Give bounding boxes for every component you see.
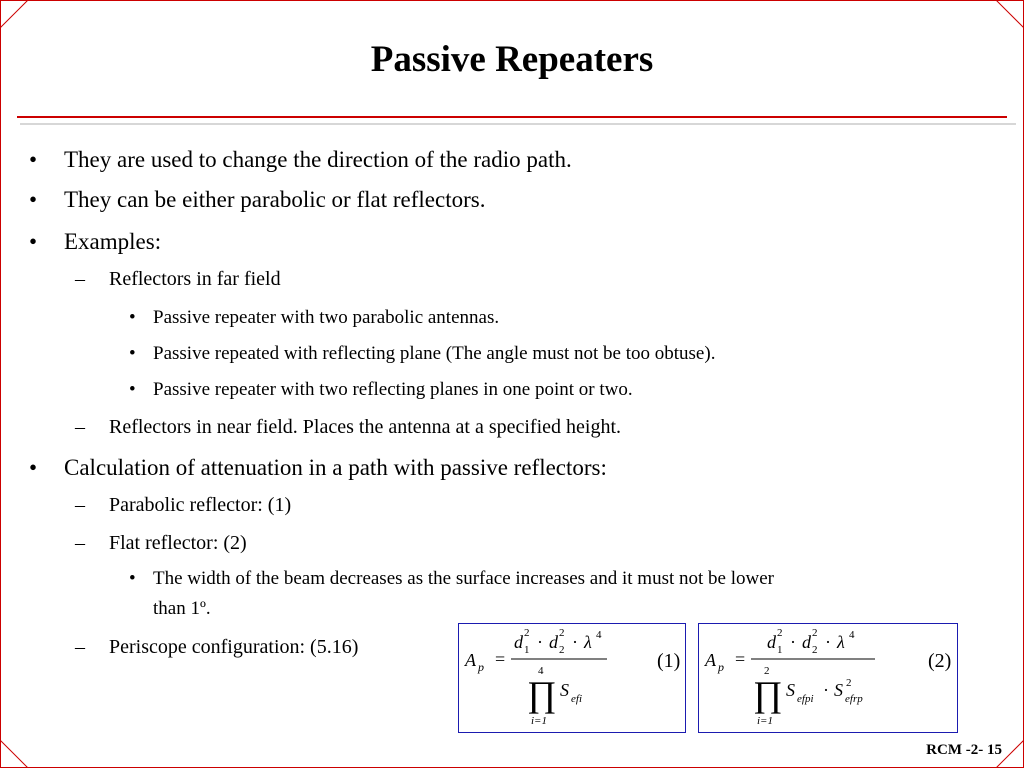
eq1-number: (1) bbox=[657, 650, 681, 672]
bullet-marker: • bbox=[129, 307, 136, 328]
eq2-den-s1: S bbox=[786, 680, 795, 700]
eq1-den-s: S bbox=[560, 680, 569, 700]
bullet-marker: • bbox=[29, 187, 38, 212]
bullet-text: Flat reflector: (2) bbox=[109, 532, 247, 554]
bullet-marker: • bbox=[29, 229, 38, 254]
sub-bullet-item bbox=[75, 532, 247, 555]
bullet-marker: • bbox=[29, 455, 38, 480]
eq1-product-symbol: ∏ bbox=[527, 674, 557, 714]
bullet-text: Reflectors in far field bbox=[109, 268, 281, 290]
eq1-dot1: · bbox=[537, 632, 543, 652]
eq1-lhs: A bbox=[465, 650, 476, 670]
eq1-prod-upper: 4 bbox=[538, 665, 544, 677]
equation-2-formula bbox=[699, 624, 957, 732]
eq1-lambda-sup: 4 bbox=[596, 629, 602, 641]
eq1-lhs-sub: p bbox=[478, 660, 484, 674]
eq2-den-dot: · bbox=[823, 680, 829, 700]
equation-box-parabolic bbox=[458, 623, 686, 733]
equation-box-flat bbox=[698, 623, 958, 733]
eq1-num-d1-sub: 1 bbox=[524, 644, 530, 656]
eq2-num-d2-sub: 2 bbox=[812, 644, 818, 656]
eq2-product-symbol: ∏ bbox=[753, 674, 783, 714]
eq2-num-d1-sub: 1 bbox=[777, 644, 783, 656]
eq2-den-s1-sub: efpi bbox=[797, 693, 814, 705]
bullet-text: Periscope configuration: (5.16) bbox=[109, 636, 359, 658]
dash-marker: – bbox=[75, 268, 85, 290]
eq2-equals: = bbox=[735, 649, 746, 669]
dash-marker: – bbox=[75, 416, 85, 438]
bullet-text: Reflectors in near field. Places the antenna at a specified height. bbox=[109, 416, 622, 438]
corner-top-right-decoration bbox=[996, 0, 1024, 28]
eq2-lhs-sub: p bbox=[718, 660, 724, 674]
eq2-prod-lower: i=1 bbox=[757, 715, 773, 727]
corner-top-left-decoration bbox=[0, 0, 28, 28]
bullet-item bbox=[29, 147, 572, 173]
eq2-den-s2-sup: 2 bbox=[846, 677, 852, 689]
bullet-marker: • bbox=[29, 147, 38, 172]
bullet-text: Parabolic reflector: (1) bbox=[109, 494, 292, 516]
eq2-num-d2-sup: 2 bbox=[812, 627, 818, 639]
eq1-num-d1: d bbox=[514, 632, 523, 652]
eq2-num-d1-sup: 2 bbox=[777, 627, 783, 639]
eq1-lambda: λ bbox=[584, 632, 592, 652]
bullet-text: Passive repeater with two reflecting planes in one point or two. bbox=[153, 379, 633, 400]
bullet-text: Passive repeated with reflecting plane (The angle must not be too obtuse). bbox=[153, 343, 716, 364]
eq1-num-d2: d bbox=[549, 632, 558, 652]
eq1-equals: = bbox=[495, 649, 506, 669]
eq2-dot1: · bbox=[790, 632, 796, 652]
eq2-den-s2-sub: efrp bbox=[845, 693, 863, 705]
eq2-number: (2) bbox=[928, 650, 952, 672]
bullet-text: They are used to change the direction of the radio path. bbox=[64, 147, 572, 172]
dash-marker: – bbox=[75, 494, 85, 516]
bullet-marker: • bbox=[129, 379, 136, 400]
slide-footer: RCM -2- 15 bbox=[926, 742, 1002, 758]
sub-sub-bullet-item bbox=[129, 343, 716, 365]
eq1-num-d2-sub: 2 bbox=[559, 644, 565, 656]
dash-marker: – bbox=[75, 636, 85, 658]
title-underline-shadow bbox=[20, 123, 1016, 125]
eq1-den-s-sub: efi bbox=[571, 693, 582, 705]
dash-marker: – bbox=[75, 532, 85, 554]
bullet-item bbox=[29, 455, 607, 481]
bullet-text: They can be either parabolic or flat reflectors. bbox=[64, 187, 486, 212]
eq2-lhs: A bbox=[705, 650, 716, 670]
eq2-lambda: λ bbox=[837, 632, 845, 652]
slide-title: Passive Repeaters bbox=[370, 39, 654, 80]
eq2-den-s2: S bbox=[834, 680, 843, 700]
sub-sub-bullet-item bbox=[129, 379, 633, 401]
eq2-lambda-sup: 4 bbox=[849, 629, 855, 641]
bullet-marker: • bbox=[129, 568, 136, 589]
equation-1-formula bbox=[459, 624, 685, 732]
sub-bullet-item bbox=[75, 416, 622, 439]
bullet-text: The width of the beam decreases as the surface increases and it must not be lower bbox=[153, 568, 774, 589]
eq1-prod-lower: i=1 bbox=[531, 715, 547, 727]
eq2-num-d2: d bbox=[802, 632, 811, 652]
bullet-item bbox=[29, 187, 486, 213]
sub-sub-bullet-item bbox=[129, 568, 774, 590]
title-underline-red bbox=[17, 116, 1007, 118]
sub-sub-bullet-item bbox=[129, 307, 500, 329]
eq1-num-d2-sup: 2 bbox=[559, 627, 565, 639]
corner-bottom-left-decoration bbox=[0, 740, 28, 768]
eq1-num-d1-sup: 2 bbox=[524, 627, 530, 639]
eq1-dot2: · bbox=[572, 632, 578, 652]
sub-bullet-item bbox=[75, 636, 359, 659]
bullet-continuation bbox=[153, 598, 211, 620]
bullet-item bbox=[29, 229, 162, 255]
bullet-marker: • bbox=[129, 343, 136, 364]
sub-bullet-item bbox=[75, 494, 292, 517]
bullet-text: Calculation of attenuation in a path with passive reflectors: bbox=[64, 455, 607, 480]
sub-bullet-item bbox=[75, 268, 281, 291]
eq2-dot2: · bbox=[825, 632, 831, 652]
bullet-text: Passive repeater with two parabolic antennas. bbox=[153, 307, 500, 328]
bullet-text: Examples: bbox=[64, 229, 162, 254]
eq2-num-d1: d bbox=[767, 632, 776, 652]
eq2-prod-upper: 2 bbox=[764, 665, 770, 677]
bullet-text-continuation: than 1º. bbox=[153, 598, 211, 619]
